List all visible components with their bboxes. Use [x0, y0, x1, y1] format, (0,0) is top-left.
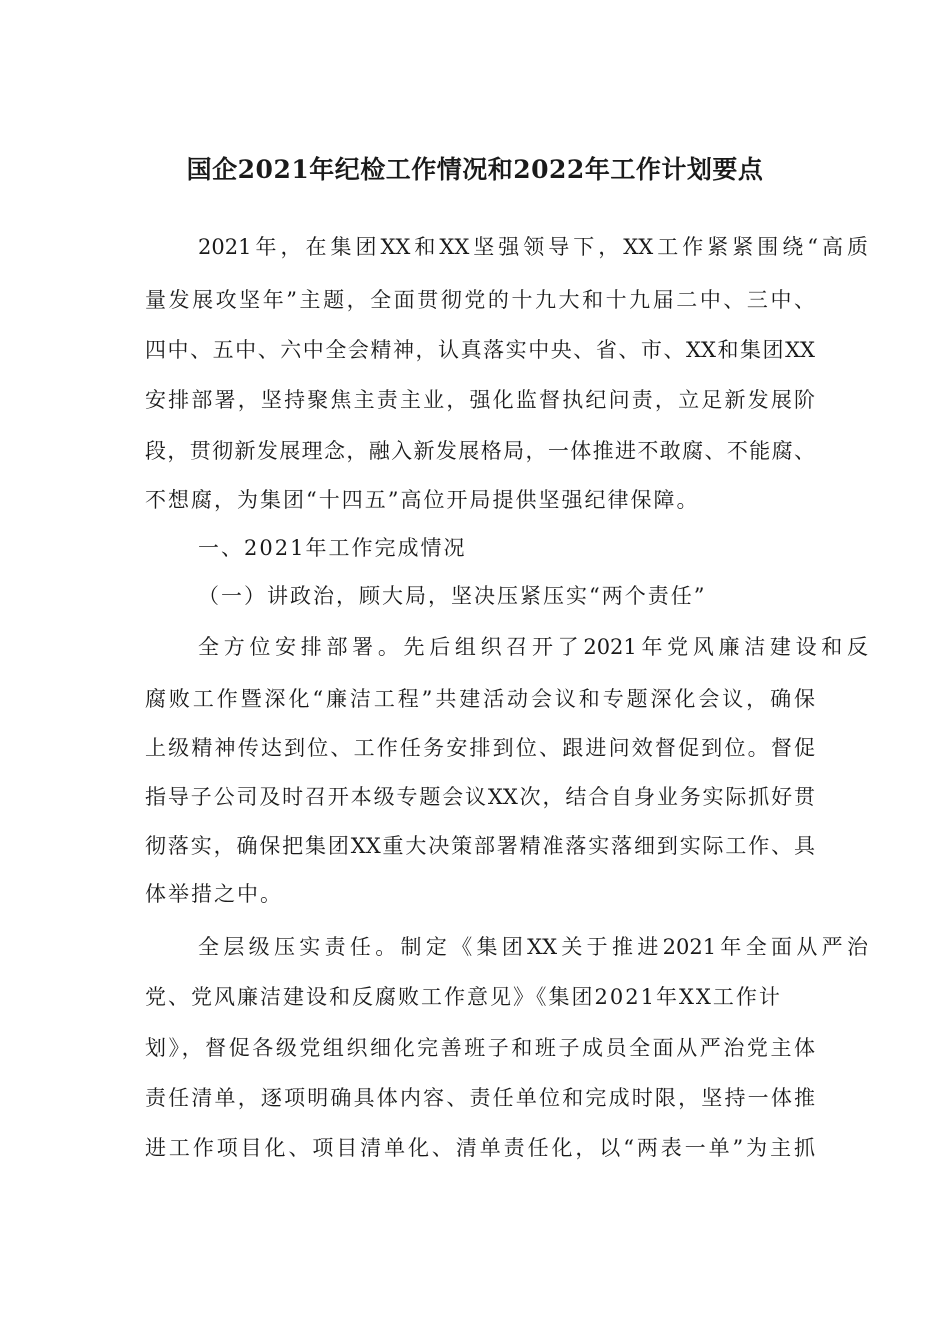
paragraph-line: 段，贯彻新发展理念，融入新发展格局，一体推进不敢腐、不能腐、: [145, 439, 815, 463]
document-title: 国企2021年纪检工作情况和2022年工作计划要点: [186, 155, 764, 184]
paragraph-line: 责任清单，逐项明确具体内容、责任单位和完成时限，坚持一体推: [145, 1086, 815, 1110]
paragraph-line: 腐败工作暨深化“廉洁工程”共建活动会议和专题深化会议，确保: [145, 687, 815, 711]
paragraph-line: 量发展攻坚年”主题，全面贯彻党的十九大和十九届二中、三中、: [145, 288, 815, 312]
paragraph-line: 四中、五中、六中全会精神，认真落实中央、省、市、XX和集团XX: [145, 338, 815, 362]
paragraph-line: 指导子公司及时召开本级专题会议XX次，结合自身业务实际抓好贯: [145, 785, 815, 809]
paragraph-line: 全层级压实责任。制定《集团XX关于推进2021年全面从严治: [198, 935, 868, 959]
paragraph-line: 全方位安排部署。先后组织召开了2021年党风廉洁建设和反: [198, 635, 868, 659]
paragraph-line: 彻落实，确保把集团XX重大决策部署精准落实落细到实际工作、具: [145, 834, 815, 858]
paragraph-line: 不想腐，为集团“十四五”高位开局提供坚强纪律保障。: [145, 488, 700, 512]
paragraph-line: 进工作项目化、项目清单化、清单责任化，以“两表一单”为主抓: [145, 1136, 815, 1160]
paragraph-line: 安排部署，坚持聚焦主责主业，强化监督执纪问责，立足新发展阶: [145, 388, 815, 412]
section-heading: 一、2021年工作完成情况: [198, 536, 467, 560]
subsection-heading: （一）讲政治，顾大局，坚决压紧压实“两个责任”: [198, 584, 707, 608]
paragraph-line: 划》，督促各级党组织细化完善班子和班子成员全面从严治党主体: [145, 1036, 815, 1060]
paragraph-line: 党、党风廉洁建设和反腐败工作意见》《集团2021年XX工作计: [145, 985, 782, 1009]
paragraph-line: 上级精神传达到位、工作任务安排到位、跟进问效督促到位。督促: [145, 736, 815, 760]
paragraph-line: 体举措之中。: [145, 882, 283, 906]
paragraph-line: 2021年，在集团XX和XX坚强领导下，XX工作紧紧围绕“高质: [198, 235, 868, 259]
